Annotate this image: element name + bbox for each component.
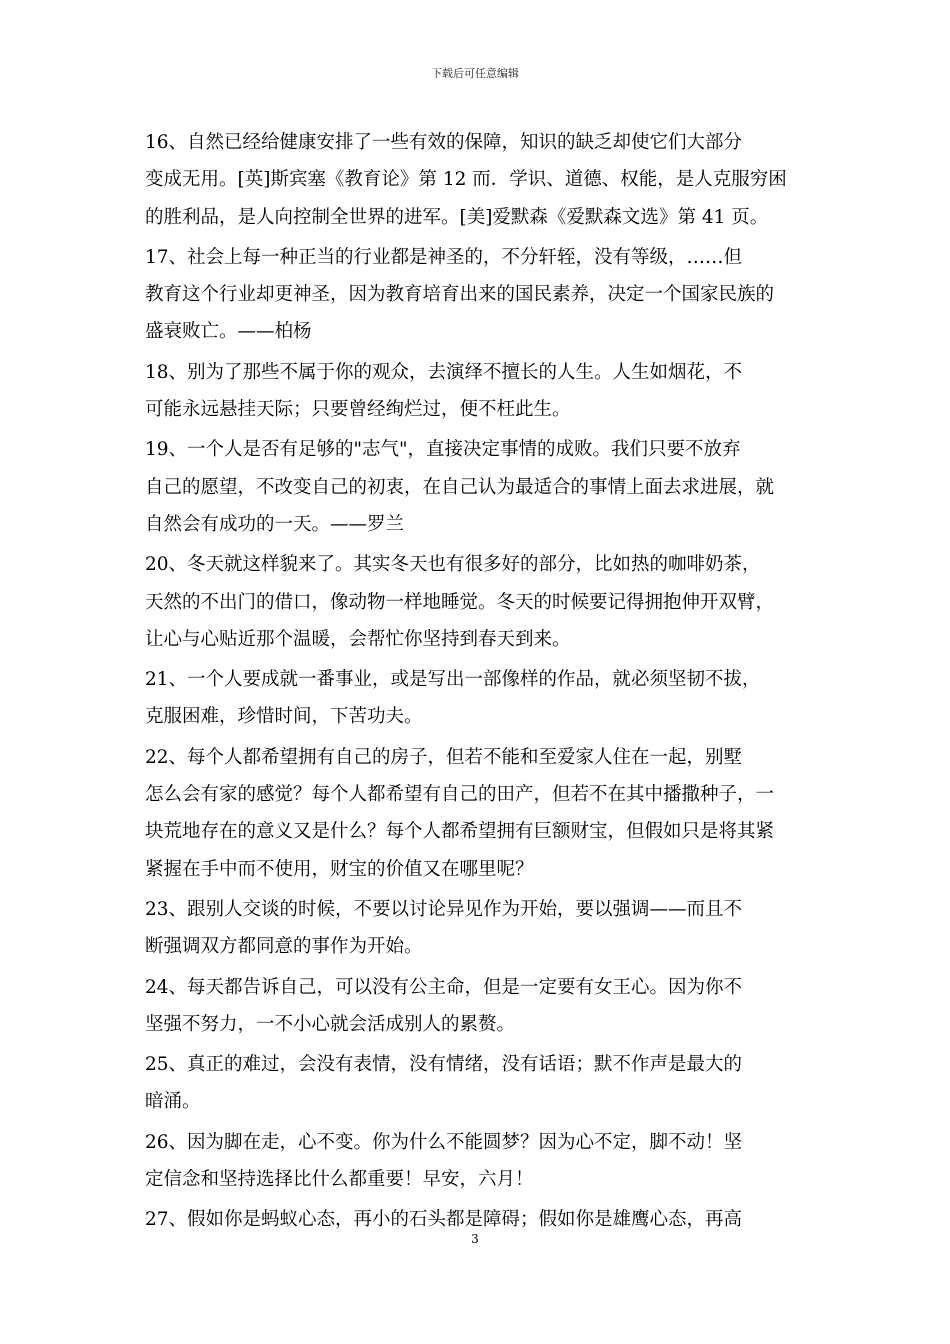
paragraph-line: 自然会有成功的一天。——罗兰 [145, 513, 405, 535]
paragraph-line: 17、社会上每一种正当的行业都是神圣的，不分轩轾，没有等级，……但 [145, 246, 743, 268]
paragraph-line: 定信念和坚持选择比什么都重要！早安，六月！ [145, 1169, 534, 1191]
paragraph [145, 239, 809, 351]
paragraph-line: 26、因为脚在走，心不变。你为什么不能圆梦？因为心不定，脚不动！坚 [145, 1131, 743, 1153]
paragraph [145, 969, 809, 1044]
paragraph [145, 124, 809, 236]
paragraph-line: 块荒地存在的意义又是什么？每个人都希望拥有巨额财宝，但假如只是将其紧 [145, 821, 775, 843]
paragraph-line: 22、每个人都希望拥有自己的房子，但若不能和至爱家人住在一起，别墅 [145, 746, 743, 768]
paragraph-line: 20、冬天就这样貌来了。其实冬天也有很多好的部分，比如热的咖啡奶茶， [145, 554, 761, 576]
paragraph-line: 坚强不努力，一不小心就会活成别人的累赘。 [145, 1013, 516, 1035]
page-number: 3 [471, 1232, 479, 1246]
paragraph [145, 431, 809, 543]
paragraph-line: 暗涌。 [145, 1091, 201, 1113]
paragraph-line: 19、一个人是否有足够的"志气"，直接决定事情的成败。我们只要不放弃 [145, 439, 741, 461]
paragraph-line: 变成无用。[英]斯宾塞《教育论》第 12 而．学识、道德、权能，是人克服穷困 [145, 169, 787, 191]
paragraph [145, 1046, 809, 1121]
paragraph [145, 1124, 809, 1199]
document-body [145, 124, 809, 1242]
paragraph [145, 739, 809, 888]
paragraph-line: 24、每天都告诉自己，可以没有公主命，但是一定要有女王心。因为你不 [145, 976, 743, 998]
paragraph-line: 教育这个行业却更神圣，因为教育培育出来的国民素养，决定一个国家民族的 [145, 284, 775, 306]
paragraph-line: 27、假如你是蚂蚁心态，再小的石头都是障碍；假如你是雄鹰心态，再高 [145, 1209, 743, 1231]
paragraph-line: 可能永远悬挂天际；只要曾经绚烂过，便不枉此生。 [145, 399, 571, 421]
paragraph-line: 紧握在手中而不使用，财宝的价值又在哪里呢？ [145, 858, 534, 880]
paragraph-line: 23、跟别人交谈的时候，不要以讨论异见作为开始，要以强调——而且不 [145, 898, 743, 920]
paragraph [145, 891, 809, 966]
paragraph [145, 546, 809, 658]
paragraph-line: 天然的不出门的借口，像动物一样地睡觉。冬天的时候要记得拥抱伸开双臂， [145, 591, 775, 613]
paragraph-line: 断强调双方都同意的事作为开始。 [145, 936, 423, 958]
paragraph-line: 让心与心贴近那个温暖，会帮忙你坚持到春天到来。 [145, 628, 571, 650]
paragraph [145, 354, 809, 429]
paragraph-line: 盛衰败亡。——柏杨 [145, 321, 312, 343]
page-header: 下载后可任意编辑 [431, 67, 519, 80]
paragraph-line: 怎么会有家的感觉？每个人都希望有自己的田产，但若不在其中播撒种子，一 [145, 784, 775, 806]
paragraph-line: 25、真正的难过，会没有表情，没有情绪，没有话语；默不作声是最大的 [145, 1054, 743, 1076]
paragraph-line: 21、一个人要成就一番事业，或是写出一部像样的作品，就必须坚韧不拔， [145, 669, 761, 691]
paragraph-line: 克服困难，珍惜时间，下苦功夫。 [145, 706, 423, 728]
paragraph-line: 18、别为了那些不属于你的观众，去演绎不擅长的人生。人生如烟花，不 [145, 361, 743, 383]
paragraph-line: 16、自然已经给健康安排了一些有效的保障，知识的缺乏却使它们大部分 [145, 132, 743, 153]
paragraph [145, 661, 809, 736]
paragraph-line: 的胜利品，是人向控制全世界的进军。[美]爱默森《爱默森文选》第 41 页。 [145, 206, 769, 228]
paragraph-line: 自己的愿望，不改变自己的初衷，在自己认为最适合的事情上面去求进展，就 [145, 476, 775, 498]
